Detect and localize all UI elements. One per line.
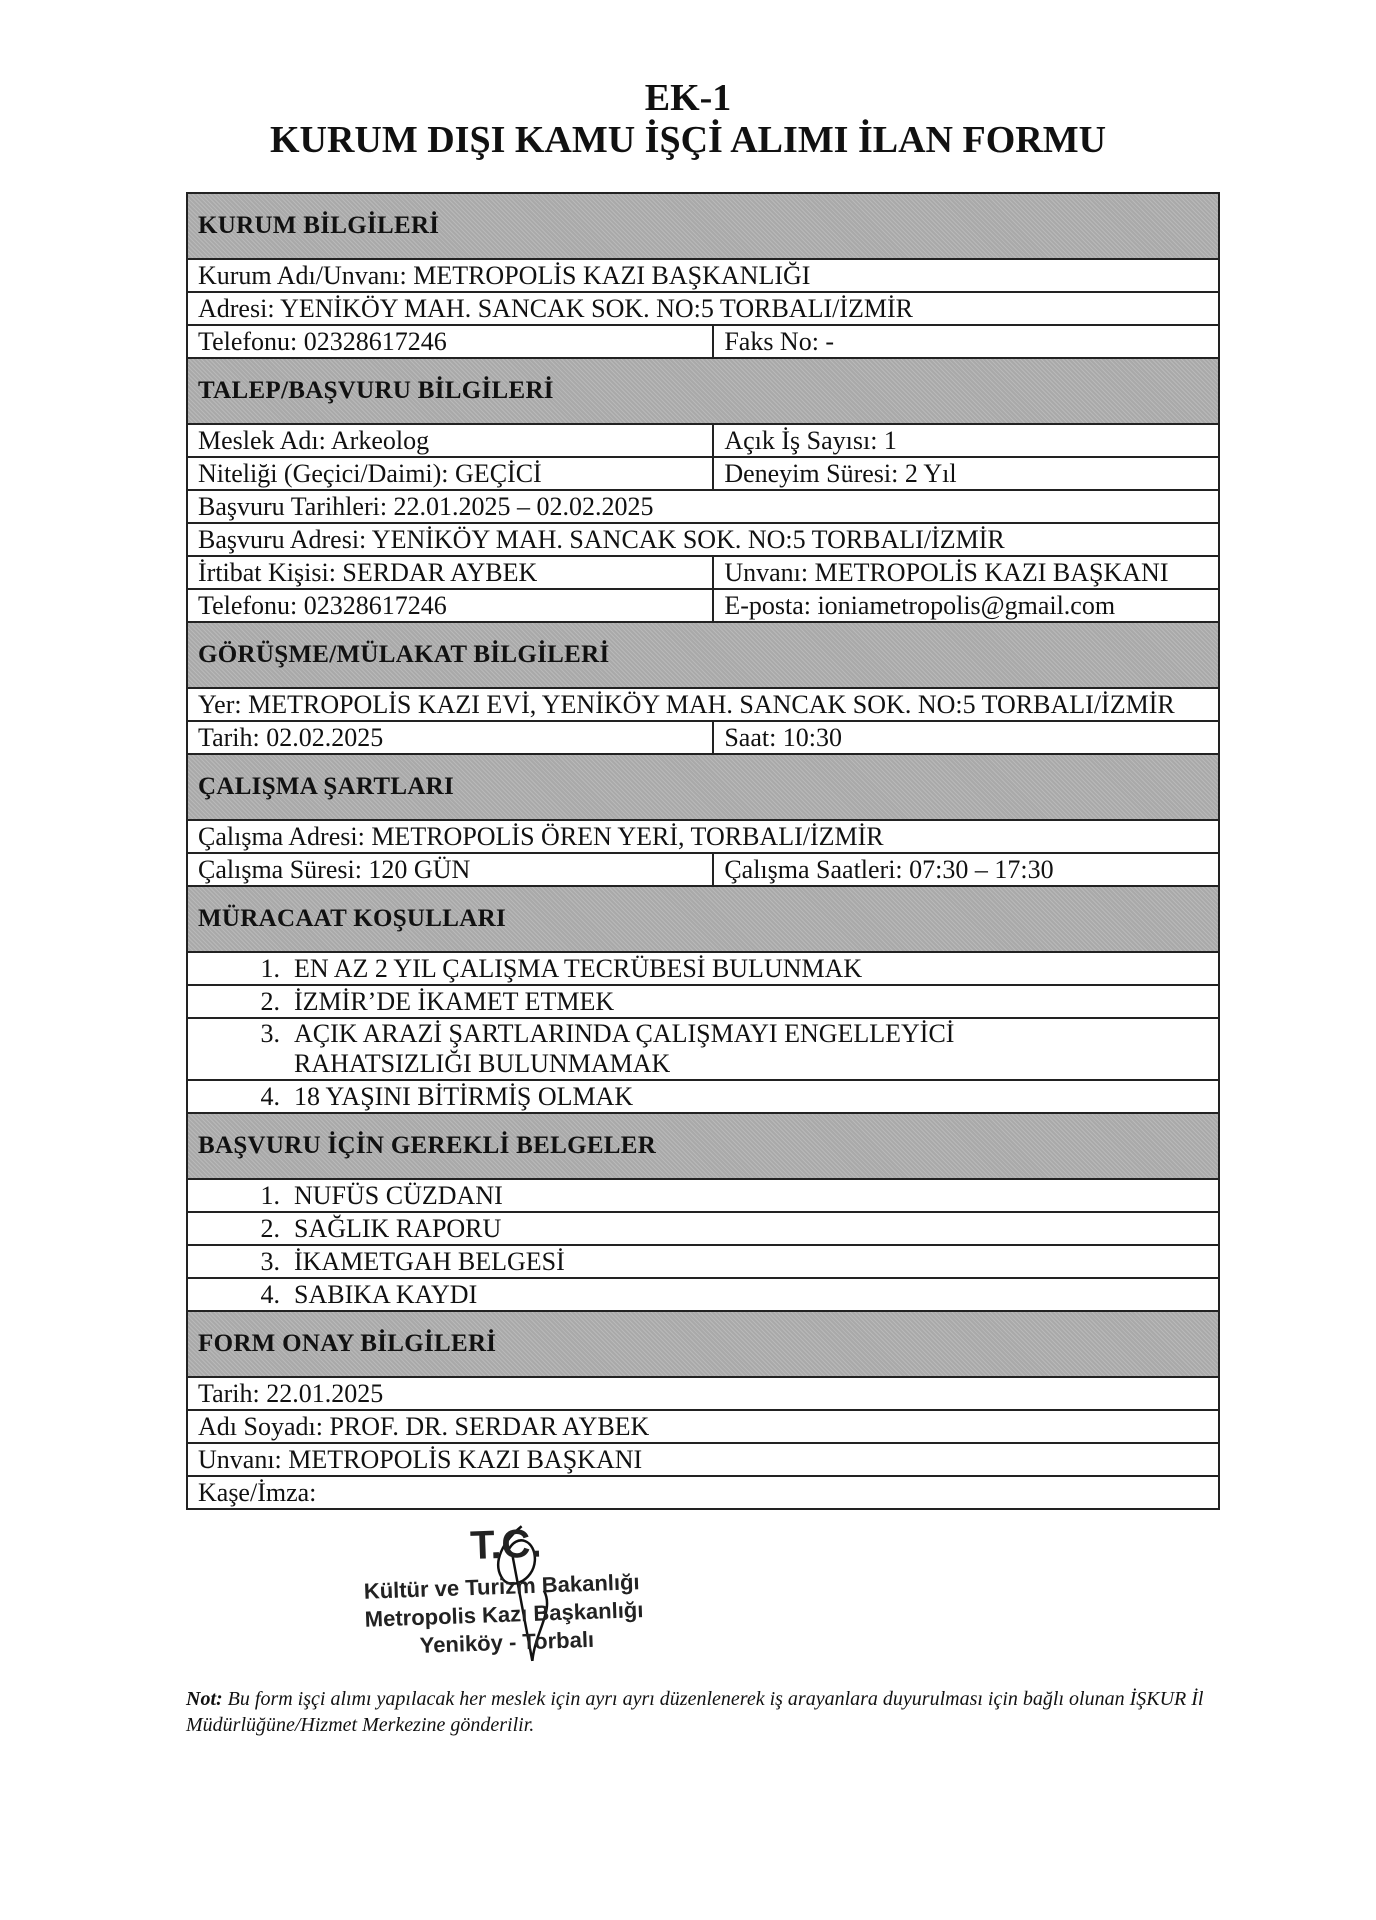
section-gorusme-heading: GÖRÜŞME/MÜLAKAT BİLGİLERİ	[187, 622, 1219, 688]
stamp-line-2: Metropolis Kazı Başkanlığı	[364, 1597, 644, 1632]
stamp-signature-cell	[187, 1476, 1219, 1658]
talep-email: E-posta: ioniametropolis@gmail.com	[713, 589, 1219, 622]
talep-occupation: Meslek Adı: Arkeolog	[187, 424, 713, 457]
note-text: Bu form işçi alımı yapılacak her meslek için ayrı ayrı düzenlenerek iş arayanlara duyurulması için bağlı olunan İŞKUR İl Müdürlüğüne/Hizmet Merkezine gönderilir.	[186, 1688, 1204, 1736]
talep-apply-address: Başvuru Adresi: YENİKÖY MAH. SANCAK SOK. NO:5 TORBALI/İZMİR	[187, 523, 1219, 556]
section-onay-heading: FORM ONAY BİLGİLERİ	[187, 1311, 1219, 1377]
section-talep-heading: TALEP/BAŞVURU BİLGİLERİ	[187, 358, 1219, 424]
section-belgeler-heading: BAŞVURU İÇİN GEREKLİ BELGELER	[187, 1113, 1219, 1179]
gorusme-place: Yer: METROPOLİS KAZI EVİ, YENİKÖY MAH. SANCAK SOK. NO:5 TORBALI/İZMİR	[187, 688, 1219, 721]
talep-phone: Telefonu: 02328617246	[187, 589, 713, 622]
list-item: 3. İKAMETGAH BELGESİ	[187, 1245, 1219, 1278]
kurum-fax: Faks No: -	[713, 325, 1219, 358]
section-muracaat-heading: MÜRACAAT KOŞULLARI	[187, 886, 1219, 952]
kurum-address: Adresi: YENİKÖY MAH. SANCAK SOK. NO:5 TORBALI/İZMİR	[187, 292, 1219, 325]
gorusme-time: Saat: 10:30	[713, 721, 1219, 754]
footnote	[186, 1686, 1226, 1738]
talep-contact-title: Unvanı: METROPOLİS KAZI BAŞKANI	[713, 556, 1219, 589]
calisma-address: Çalışma Adresi: METROPOLİS ÖREN YERİ, TORBALI/İZMİR	[187, 820, 1219, 853]
list-item: 1. EN AZ 2 YIL ÇALIŞMA TECRÜBESİ BULUNMAK	[187, 952, 1219, 985]
stamp-line-1: Kültür ve Turizm Bakanlığı	[363, 1569, 640, 1604]
stamp-label: Kaşe/İmza:	[198, 1477, 317, 1507]
job-posting-form	[186, 192, 1220, 1658]
official-stamp	[362, 1523, 696, 1664]
onay-date: Tarih: 22.01.2025	[187, 1377, 1219, 1410]
onay-name: Adı Soyadı: PROF. DR. SERDAR AYBEK	[187, 1410, 1219, 1443]
list-item: 2. İZMİR’DE İKAMET ETMEK	[187, 985, 1219, 1018]
list-item: 4. 18 YAŞINI BİTİRMİŞ OLMAK	[187, 1080, 1219, 1113]
talep-open-positions: Açık İş Sayısı: 1	[713, 424, 1219, 457]
annex-label: EK-1	[644, 77, 732, 119]
list-item: 4. SABIKA KAYDI	[187, 1278, 1219, 1311]
kurum-name: Kurum Adı/Unvanı: METROPOLİS KAZI BAŞKANLIĞI	[187, 259, 1219, 292]
onay-title: Unvanı: METROPOLİS KAZI BAŞKANI	[187, 1443, 1219, 1476]
list-item: 1. NUFÜS CÜZDANI	[187, 1179, 1219, 1212]
gorusme-date: Tarih: 02.02.2025	[187, 721, 713, 754]
talep-contact: İrtibat Kişisi: SERDAR AYBEK	[187, 556, 713, 589]
stamp-tc: T.C.	[469, 1521, 543, 1569]
list-item: 3. AÇIK ARAZİ ŞARTLARINDA ÇALIŞMAYI ENGELLEYİCİ RAHATSIZLIĞI BULUNMAMAK	[187, 1018, 1219, 1080]
calisma-duration: Çalışma Süresi: 120 GÜN	[187, 853, 713, 886]
talep-nature: Niteliği (Geçici/Daimi): GEÇİCİ	[187, 457, 713, 490]
talep-dates: Başvuru Tarihleri: 22.01.2025 – 02.02.2025	[187, 490, 1219, 523]
kurum-phone: Telefonu: 02328617246	[187, 325, 713, 358]
section-calisma-heading: ÇALIŞMA ŞARTLARI	[187, 754, 1219, 820]
list-item: 2. SAĞLIK RAPORU	[187, 1212, 1219, 1245]
section-kurum-heading: KURUM BİLGİLERİ	[187, 193, 1219, 259]
note-label: Not:	[186, 1688, 223, 1710]
stamp-line-3: Yeniköy - Torbalı	[419, 1626, 595, 1658]
calisma-hours: Çalışma Saatleri: 07:30 – 17:30	[713, 853, 1219, 886]
page-title: KURUM DIŞI KAMU İŞÇİ ALIMI İLAN FORMU	[269, 119, 1107, 161]
talep-experience: Deneyim Süresi: 2 Yıl	[713, 457, 1219, 490]
